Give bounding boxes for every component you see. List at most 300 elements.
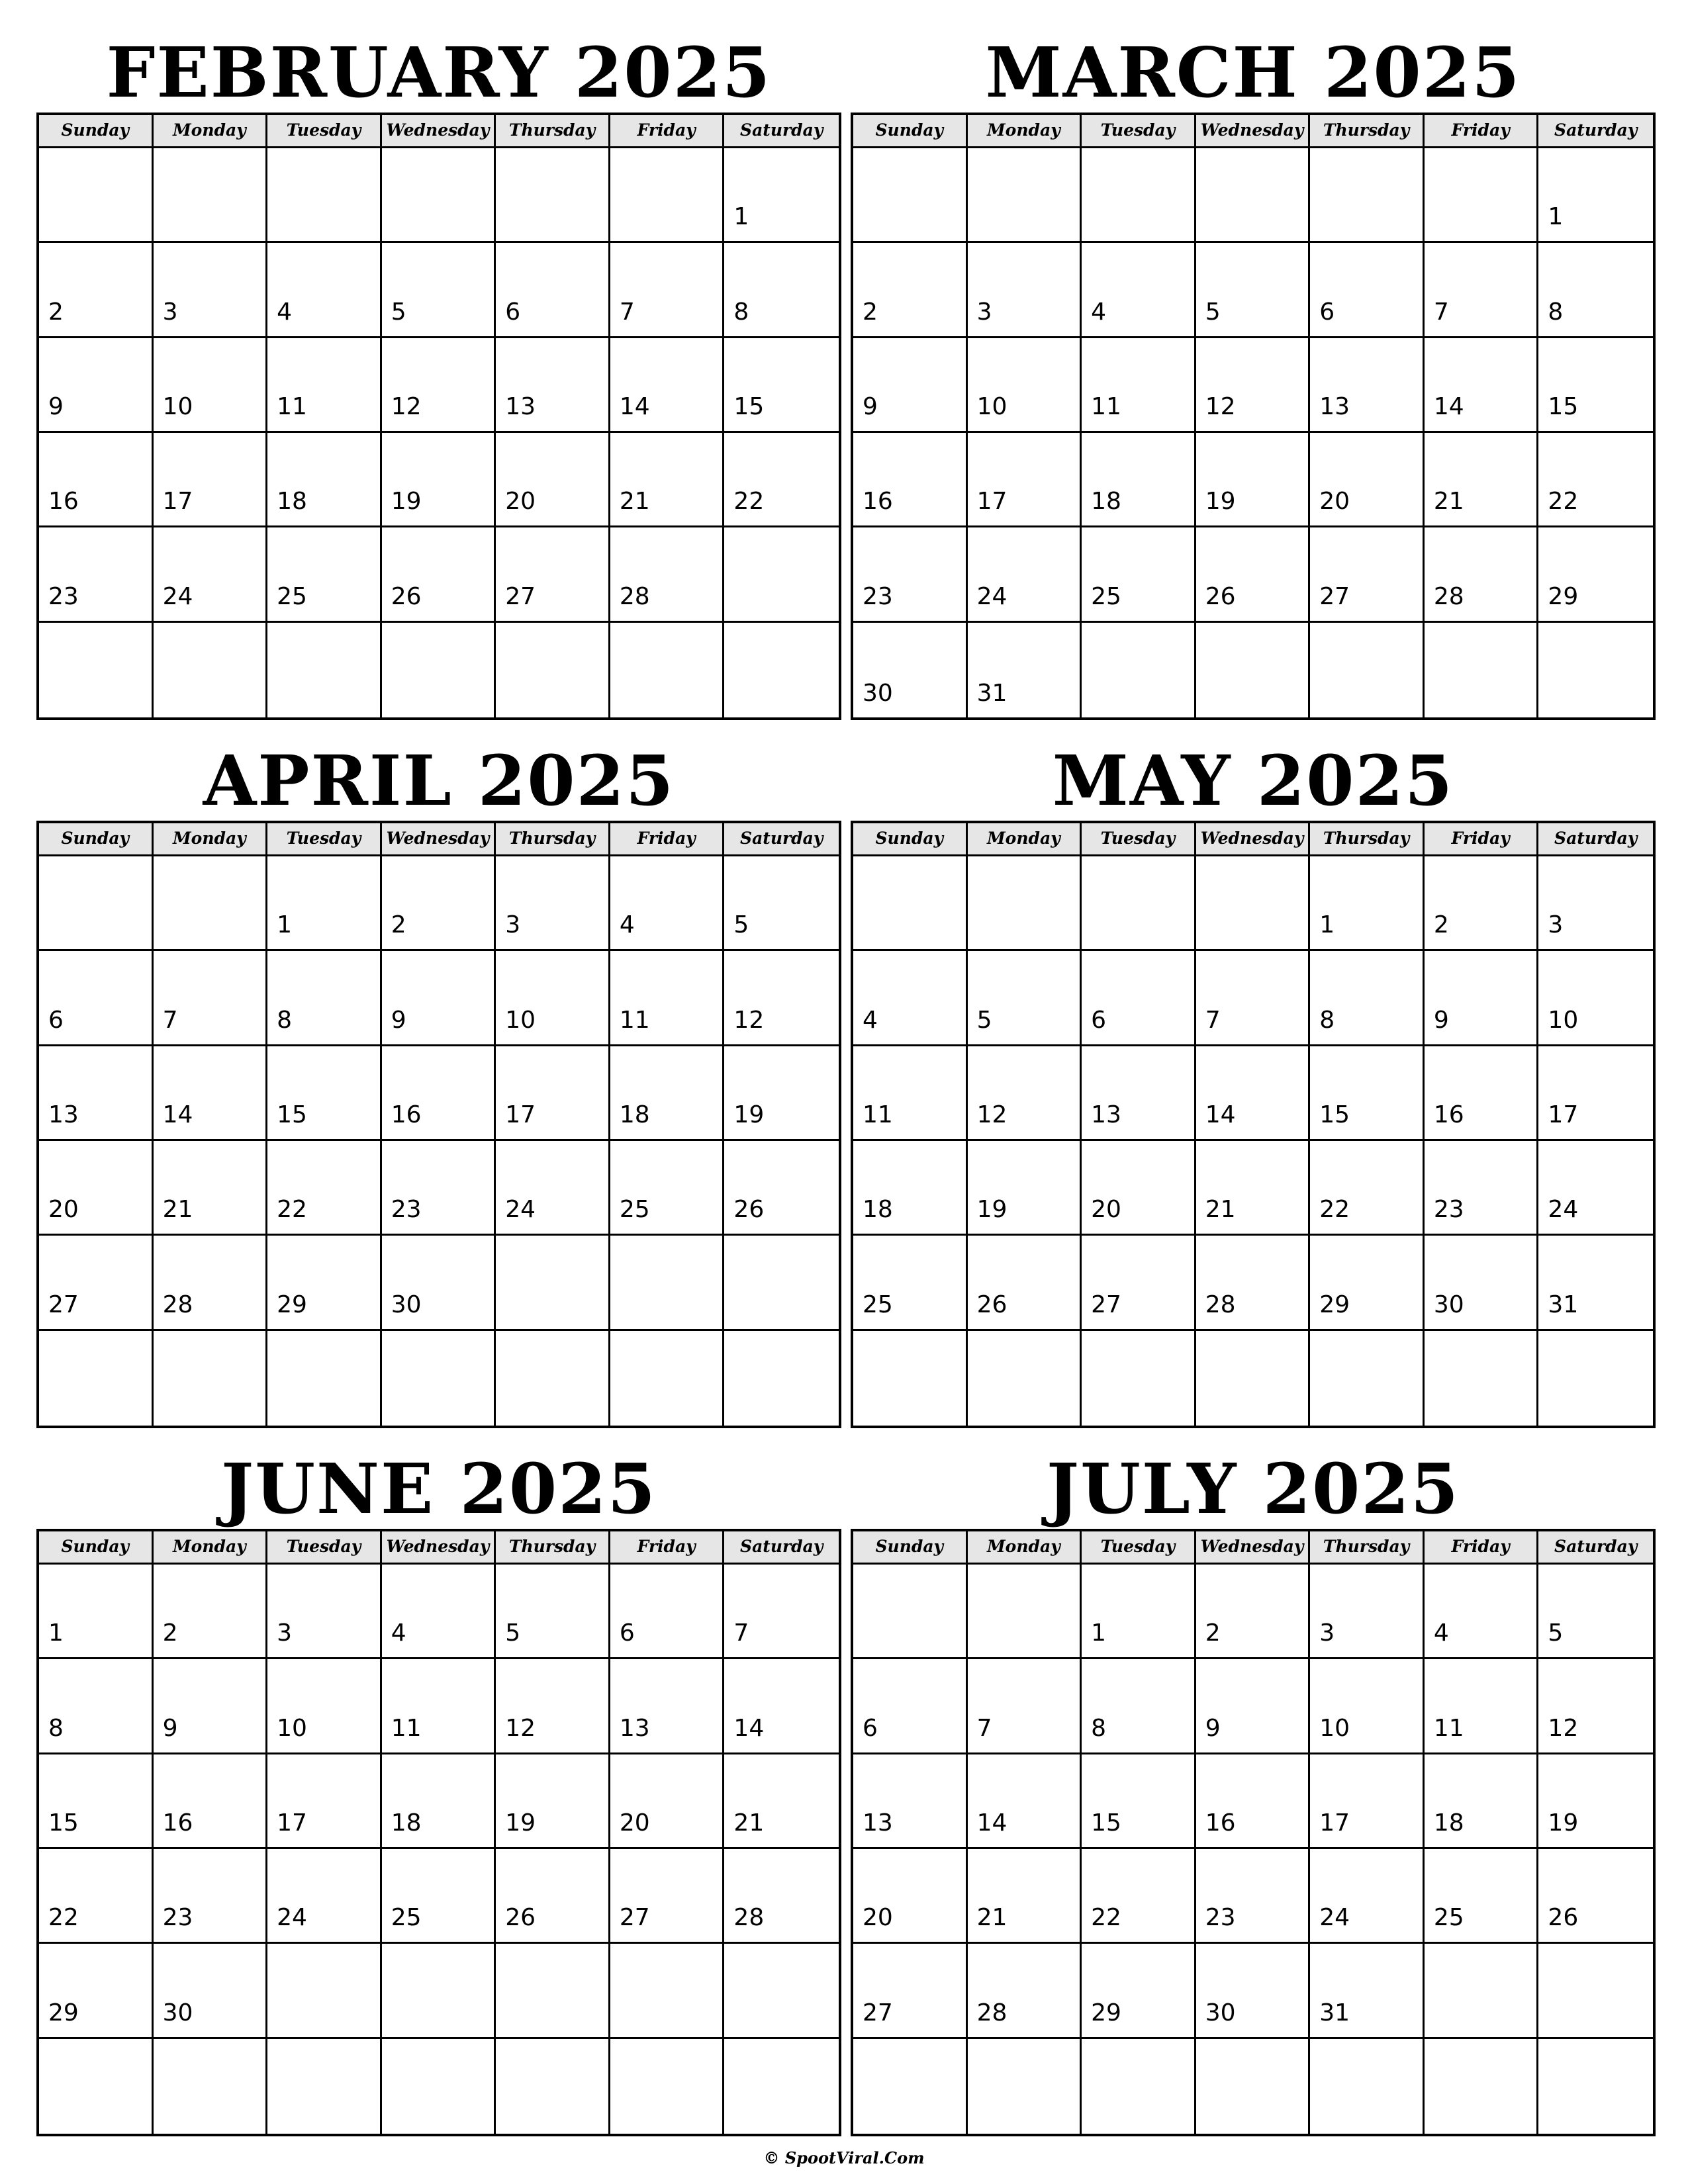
weekday-header: Saturday: [1538, 823, 1653, 856]
day-cell: [1538, 527, 1653, 622]
day-cell: [1310, 148, 1425, 243]
weekday-header: Tuesday: [1082, 1531, 1196, 1565]
day-number: 29: [1319, 1291, 1350, 1318]
day-cell: [1196, 1659, 1311, 1754]
day-number: 19: [1548, 1809, 1579, 1837]
day-cell: [382, 1849, 496, 1944]
day-cell: [1310, 243, 1425, 338]
day-number: 8: [733, 298, 749, 326]
day-cell: [1082, 951, 1196, 1046]
day-cell: [1082, 1141, 1196, 1236]
weekday-header: Tuesday: [1082, 115, 1196, 148]
day-cell: [39, 951, 154, 1046]
day-number: 21: [1433, 488, 1464, 516]
day-number: 16: [863, 488, 893, 516]
day-cell: [1196, 433, 1311, 527]
day-cell: [1425, 433, 1539, 527]
day-cell: [154, 1944, 268, 2038]
day-number: 15: [733, 392, 765, 420]
day-number: 15: [1319, 1101, 1350, 1128]
day-cell: [39, 243, 154, 338]
day-cell: [382, 1659, 496, 1754]
day-number: 19: [733, 1101, 765, 1128]
day-number: 26: [733, 1196, 765, 1224]
month-grid: [36, 113, 841, 720]
day-number: 8: [48, 1714, 64, 1742]
day-number: 9: [1205, 1714, 1221, 1742]
day-number: 7: [733, 1619, 749, 1647]
day-cell: [1425, 1944, 1539, 2038]
day-number: 3: [162, 298, 178, 326]
day-cell: [39, 1141, 154, 1236]
day-number: 4: [1433, 1619, 1449, 1647]
day-cell: [1425, 1849, 1539, 1944]
day-number: 2: [48, 298, 64, 326]
day-cell: [496, 1754, 610, 1849]
day-number: 28: [619, 582, 650, 610]
weekday-header: Monday: [968, 115, 1082, 148]
day-number: 28: [162, 1291, 193, 1318]
day-number: 5: [1548, 1619, 1564, 1647]
day-number: 27: [1091, 1291, 1121, 1318]
day-number: 24: [1548, 1196, 1579, 1224]
day-cell: [968, 856, 1082, 951]
day-number: 18: [1433, 1809, 1464, 1837]
day-number: 29: [1548, 582, 1579, 610]
day-number: 27: [505, 582, 536, 610]
day-cell: [724, 1236, 839, 1330]
day-number: 10: [976, 392, 1008, 420]
day-cell: [1425, 148, 1539, 243]
day-number: 24: [162, 582, 193, 610]
day-cell: [267, 1754, 382, 1849]
day-number: 30: [162, 1999, 193, 2026]
day-cell: [1082, 1659, 1196, 1754]
weekday-header: Tuesday: [267, 1531, 382, 1565]
day-cell: [968, 338, 1082, 433]
day-cell: [154, 1849, 268, 1944]
weekday-header: Wednesday: [1196, 115, 1311, 148]
day-cell: [39, 148, 154, 243]
day-cell: [496, 1659, 610, 1754]
day-cell: [39, 1236, 154, 1330]
weekday-header: Wednesday: [382, 115, 496, 148]
day-number: 17: [1548, 1101, 1579, 1128]
day-cell: [1082, 243, 1196, 338]
day-cell: [1425, 243, 1539, 338]
day-number: 15: [48, 1809, 79, 1837]
day-number: 16: [162, 1809, 193, 1837]
day-number: 25: [619, 1196, 650, 1224]
weekday-header: Thursday: [496, 115, 610, 148]
day-cell: [496, 338, 610, 433]
weekday-header: Tuesday: [1082, 823, 1196, 856]
day-number: 28: [976, 1999, 1008, 2026]
day-number: 30: [1433, 1291, 1464, 1318]
day-cell: [382, 433, 496, 527]
day-cell: [154, 1565, 268, 1659]
day-number: 17: [162, 488, 193, 516]
day-cell: [496, 1141, 610, 1236]
day-number: 2: [1205, 1619, 1221, 1647]
day-cell: [968, 433, 1082, 527]
day-number: 19: [976, 1196, 1008, 1224]
day-cell: [968, 1331, 1082, 1426]
day-number: 22: [1548, 488, 1579, 516]
day-number: 2: [1433, 911, 1449, 939]
day-cell: [610, 856, 725, 951]
day-number: 3: [277, 1619, 293, 1647]
day-cell: [1196, 527, 1311, 622]
day-cell: [382, 1944, 496, 2038]
day-cell: [1082, 1849, 1196, 1944]
weekday-header: Thursday: [1310, 1531, 1425, 1565]
day-cell: [496, 623, 610, 717]
day-cell: [1196, 1141, 1311, 1236]
day-cell: [496, 1046, 610, 1141]
day-cell: [1082, 1046, 1196, 1141]
day-cell: [853, 1331, 968, 1426]
day-number: 14: [619, 392, 650, 420]
day-cell: [1425, 1331, 1539, 1426]
day-number: 16: [391, 1101, 422, 1128]
day-number: 10: [505, 1006, 536, 1034]
month-title: APRIL 2025: [203, 740, 675, 821]
day-cell: [968, 148, 1082, 243]
day-number: 11: [391, 1714, 422, 1742]
day-number: 22: [1091, 1904, 1121, 1932]
day-number: 25: [863, 1291, 893, 1318]
day-number: 28: [1433, 582, 1464, 610]
weekday-header: Friday: [610, 1531, 725, 1565]
day-cell: [724, 1849, 839, 1944]
day-cell: [724, 1565, 839, 1659]
day-number: 3: [505, 911, 521, 939]
day-number: 22: [48, 1904, 79, 1932]
day-cell: [1538, 338, 1653, 433]
day-number: 9: [48, 392, 64, 420]
day-cell: [267, 1141, 382, 1236]
weekday-header: Monday: [154, 1531, 268, 1565]
day-number: 4: [277, 298, 293, 326]
day-cell: [1082, 1331, 1196, 1426]
weekday-header: Monday: [968, 1531, 1082, 1565]
day-cell: [1310, 1565, 1425, 1659]
day-cell: [610, 527, 725, 622]
weekday-header: Saturday: [724, 115, 839, 148]
day-cell: [154, 1236, 268, 1330]
day-cell: [724, 433, 839, 527]
day-cell: [610, 1565, 725, 1659]
month-calendar: [851, 1448, 1656, 2026]
weekday-header: Saturday: [1538, 115, 1653, 148]
day-cell: [968, 951, 1082, 1046]
month-calendar: [36, 740, 841, 1318]
day-cell: [1082, 1236, 1196, 1330]
day-number: 3: [1548, 911, 1564, 939]
day-number: 17: [505, 1101, 536, 1128]
day-cell: [382, 1331, 496, 1426]
day-number: 9: [391, 1006, 406, 1034]
day-number: 28: [1205, 1291, 1236, 1318]
day-cell: [1538, 1754, 1653, 1849]
day-number: 15: [1548, 392, 1579, 420]
day-cell: [853, 856, 968, 951]
day-cell: [267, 2039, 382, 2134]
day-cell: [154, 433, 268, 527]
day-cell: [610, 1659, 725, 1754]
day-cell: [382, 856, 496, 951]
month-grid: [851, 113, 1656, 720]
day-cell: [267, 1331, 382, 1426]
day-cell: [853, 1046, 968, 1141]
day-number: 18: [863, 1196, 893, 1224]
day-number: 27: [619, 1904, 650, 1932]
day-cell: [968, 1849, 1082, 1944]
day-cell: [39, 1849, 154, 1944]
day-cell: [853, 2039, 968, 2134]
day-cell: [853, 243, 968, 338]
weekday-header: Sunday: [853, 115, 968, 148]
day-number: 14: [1205, 1101, 1236, 1128]
day-number: 18: [391, 1809, 422, 1837]
day-number: 7: [976, 1714, 992, 1742]
day-cell: [724, 338, 839, 433]
day-cell: [154, 243, 268, 338]
day-cell: [267, 148, 382, 243]
day-number: 17: [1319, 1809, 1350, 1837]
day-number: 14: [733, 1714, 765, 1742]
day-number: 17: [976, 488, 1008, 516]
day-cell: [853, 338, 968, 433]
day-number: 31: [976, 679, 1008, 707]
day-cell: [496, 1944, 610, 2038]
day-number: 5: [1205, 298, 1221, 326]
day-cell: [1425, 2039, 1539, 2134]
weekday-header: Sunday: [853, 823, 968, 856]
weekday-header: Thursday: [496, 823, 610, 856]
day-cell: [1196, 1565, 1311, 1659]
day-cell: [1310, 1331, 1425, 1426]
day-cell: [1538, 1944, 1653, 2038]
day-cell: [1082, 1754, 1196, 1849]
day-cell: [1425, 623, 1539, 717]
day-number: 5: [505, 1619, 521, 1647]
day-number: 28: [733, 1904, 765, 1932]
day-cell: [1538, 856, 1653, 951]
day-cell: [1538, 1659, 1653, 1754]
day-cell: [1310, 2039, 1425, 2134]
day-cell: [610, 1754, 725, 1849]
day-cell: [853, 1659, 968, 1754]
day-cell: [267, 1565, 382, 1659]
day-cell: [154, 338, 268, 433]
day-number: 22: [277, 1196, 307, 1224]
day-cell: [154, 1754, 268, 1849]
day-cell: [724, 1754, 839, 1849]
day-cell: [1538, 1141, 1653, 1236]
day-cell: [267, 951, 382, 1046]
day-number: 31: [1319, 1999, 1350, 2026]
month-calendar: [36, 1448, 841, 2026]
day-cell: [496, 148, 610, 243]
weekday-header: Wednesday: [1196, 823, 1311, 856]
day-cell: [968, 1236, 1082, 1330]
day-cell: [39, 338, 154, 433]
weekday-header: Saturday: [724, 1531, 839, 1565]
day-cell: [1310, 1944, 1425, 2038]
day-cell: [1538, 2039, 1653, 2134]
day-number: 23: [1205, 1904, 1236, 1932]
day-number: 8: [1548, 298, 1564, 326]
day-cell: [1082, 1944, 1196, 2038]
day-cell: [1538, 1236, 1653, 1330]
day-cell: [1310, 1141, 1425, 1236]
day-number: 7: [1205, 1006, 1221, 1034]
day-cell: [1425, 1754, 1539, 1849]
weekday-header: Thursday: [1310, 823, 1425, 856]
weekday-header: Wednesday: [1196, 1531, 1311, 1565]
weekday-header: Tuesday: [267, 115, 382, 148]
day-cell: [154, 623, 268, 717]
day-cell: [267, 1236, 382, 1330]
day-cell: [1196, 243, 1311, 338]
day-cell: [496, 243, 610, 338]
day-number: 26: [1548, 1904, 1579, 1932]
day-number: 11: [1433, 1714, 1464, 1742]
day-number: 13: [1091, 1101, 1121, 1128]
day-cell: [724, 856, 839, 951]
day-number: 18: [277, 488, 307, 516]
day-number: 24: [505, 1196, 536, 1224]
day-cell: [610, 1046, 725, 1141]
day-cell: [968, 243, 1082, 338]
day-number: 12: [976, 1101, 1008, 1128]
day-cell: [382, 1754, 496, 1849]
day-number: 29: [277, 1291, 307, 1318]
day-number: 12: [1548, 1714, 1579, 1742]
day-cell: [853, 623, 968, 717]
day-cell: [154, 527, 268, 622]
day-cell: [267, 433, 382, 527]
day-cell: [496, 1565, 610, 1659]
day-cell: [1196, 2039, 1311, 2134]
day-cell: [724, 1659, 839, 1754]
day-cell: [1196, 1944, 1311, 2038]
weekday-header: Sunday: [39, 823, 154, 856]
day-cell: [1082, 856, 1196, 951]
day-cell: [724, 148, 839, 243]
day-number: 21: [162, 1196, 193, 1224]
day-cell: [853, 1141, 968, 1236]
day-number: 9: [1433, 1006, 1449, 1034]
day-cell: [968, 1944, 1082, 2038]
day-number: 23: [1433, 1196, 1464, 1224]
day-cell: [39, 527, 154, 622]
month-calendar: [851, 740, 1656, 1318]
day-cell: [1310, 1754, 1425, 1849]
day-cell: [610, 1944, 725, 2038]
day-cell: [1196, 951, 1311, 1046]
day-number: 6: [619, 1619, 635, 1647]
month-title: JULY 2025: [1046, 1448, 1460, 1529]
day-number: 25: [391, 1904, 422, 1932]
day-cell: [968, 527, 1082, 622]
day-number: 16: [1205, 1809, 1236, 1837]
day-cell: [496, 433, 610, 527]
day-number: 11: [1091, 392, 1121, 420]
day-cell: [382, 243, 496, 338]
day-cell: [1538, 1849, 1653, 1944]
day-cell: [39, 1046, 154, 1141]
day-cell: [610, 433, 725, 527]
day-cell: [382, 1046, 496, 1141]
weekday-header: Wednesday: [382, 823, 496, 856]
day-number: 5: [976, 1006, 992, 1034]
month-grid: [36, 1529, 841, 2136]
day-cell: [496, 2039, 610, 2134]
day-cell: [968, 1046, 1082, 1141]
day-number: 26: [505, 1904, 536, 1932]
day-number: 4: [1091, 298, 1107, 326]
day-number: 8: [277, 1006, 293, 1034]
day-cell: [968, 1141, 1082, 1236]
day-cell: [853, 1944, 968, 2038]
day-cell: [154, 951, 268, 1046]
month-grid: [851, 821, 1656, 1428]
weekday-header: Tuesday: [267, 823, 382, 856]
day-cell: [267, 1659, 382, 1754]
day-cell: [382, 623, 496, 717]
weekday-header: Saturday: [724, 823, 839, 856]
day-number: 23: [162, 1904, 193, 1932]
day-cell: [154, 1046, 268, 1141]
day-cell: [382, 2039, 496, 2134]
day-cell: [1538, 623, 1653, 717]
day-number: 9: [162, 1714, 178, 1742]
day-number: 13: [863, 1809, 893, 1837]
day-cell: [496, 527, 610, 622]
day-cell: [968, 1754, 1082, 1849]
weekday-header: Sunday: [39, 115, 154, 148]
day-cell: [610, 623, 725, 717]
day-number: 25: [1091, 582, 1121, 610]
day-cell: [853, 148, 968, 243]
day-number: 6: [48, 1006, 64, 1034]
day-number: 26: [976, 1291, 1008, 1318]
day-number: 6: [1319, 298, 1335, 326]
day-cell: [853, 1754, 968, 1849]
weekday-header: Sunday: [39, 1531, 154, 1565]
day-cell: [39, 623, 154, 717]
month-calendar: [851, 32, 1656, 707]
day-cell: [1425, 1046, 1539, 1141]
day-number: 2: [162, 1619, 178, 1647]
month-grid: [851, 1529, 1656, 2136]
day-cell: [724, 2039, 839, 2134]
day-cell: [39, 1659, 154, 1754]
day-cell: [1196, 856, 1311, 951]
day-number: 5: [391, 298, 406, 326]
day-number: 24: [976, 582, 1008, 610]
day-cell: [382, 148, 496, 243]
weekday-header: Thursday: [496, 1531, 610, 1565]
day-cell: [610, 1331, 725, 1426]
day-number: 10: [162, 392, 193, 420]
day-cell: [267, 527, 382, 622]
day-number: 23: [48, 582, 79, 610]
day-number: 27: [48, 1291, 79, 1318]
